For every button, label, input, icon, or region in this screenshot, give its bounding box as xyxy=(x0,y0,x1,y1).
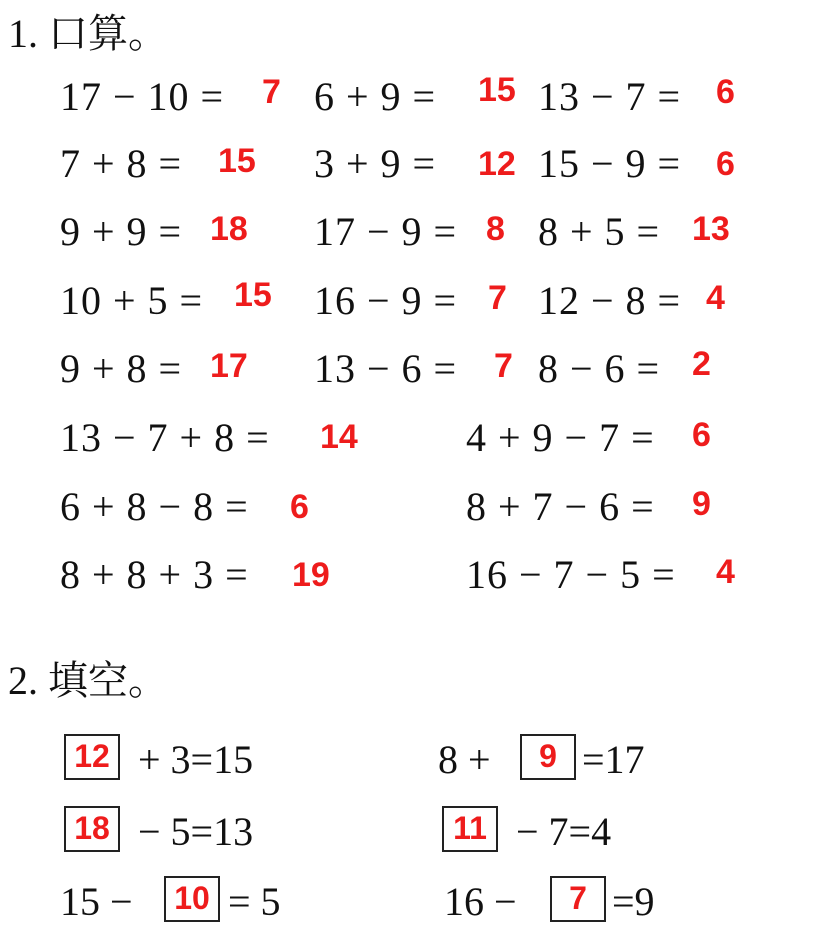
problem-answer: 18 xyxy=(210,210,248,248)
problem-expression: 8 − 6 = xyxy=(538,346,661,391)
answer-box: 12 xyxy=(64,734,120,780)
problem-answer: 15 xyxy=(234,276,272,314)
section-1-title: 1. 口算。 xyxy=(8,11,168,56)
problem-expression: 9 + 9 = xyxy=(60,209,183,254)
problem-answer: 4 xyxy=(706,279,725,317)
answer-box: 9 xyxy=(520,734,576,780)
problem-answer: 2 xyxy=(692,345,711,383)
problem-expression: 15 − 9 = xyxy=(538,141,682,186)
fill-before-text: 16 − xyxy=(444,879,517,924)
fill-after-text: − 7=4 xyxy=(516,809,612,854)
problem-expression: 8 + 7 − 6 = xyxy=(466,484,655,529)
problem-expression: 9 + 8 = xyxy=(60,346,183,391)
fill-before-text: 15 − xyxy=(60,879,133,924)
problem-expression: 3 + 9 = xyxy=(314,141,437,186)
problem-expression: 16 − 7 − 5 = xyxy=(466,552,676,597)
problem-answer: 15 xyxy=(218,142,256,180)
problem-expression: 13 − 7 = xyxy=(538,74,682,119)
problem-answer: 6 xyxy=(692,416,711,454)
problem-answer: 12 xyxy=(478,145,516,183)
fill-after-text: =17 xyxy=(582,737,645,782)
problem-expression: 10 + 5 = xyxy=(60,278,204,323)
problem-expression: 16 − 9 = xyxy=(314,278,458,323)
problem-answer: 7 xyxy=(488,279,507,317)
problem-answer: 6 xyxy=(716,145,735,183)
answer-box: 10 xyxy=(164,876,220,922)
problem-expression: 12 − 8 = xyxy=(538,278,682,323)
problem-expression: 8 + 5 = xyxy=(538,209,661,254)
section-2-title: 2. 填空。 xyxy=(8,658,168,703)
problem-expression: 8 + 8 + 3 = xyxy=(60,552,249,597)
problem-answer: 4 xyxy=(716,553,735,591)
fill-after-text: + 3=15 xyxy=(138,737,254,782)
problem-answer: 14 xyxy=(320,418,358,456)
problem-expression: 17 − 10 = xyxy=(60,74,225,119)
problem-answer: 19 xyxy=(292,556,330,594)
problem-expression: 7 + 8 = xyxy=(60,141,183,186)
fill-after-text: = 5 xyxy=(228,879,281,924)
problem-answer: 6 xyxy=(290,488,309,526)
problem-answer: 15 xyxy=(478,71,516,109)
problem-expression: 17 − 9 = xyxy=(314,209,458,254)
problem-expression: 6 + 9 = xyxy=(314,74,437,119)
problem-expression: 13 − 7 + 8 = xyxy=(60,415,270,460)
problem-answer: 7 xyxy=(262,73,281,111)
problem-answer: 8 xyxy=(486,210,505,248)
fill-after-text: − 5=13 xyxy=(138,809,254,854)
problem-answer: 17 xyxy=(210,347,248,385)
answer-box: 7 xyxy=(550,876,606,922)
problem-expression: 4 + 9 − 7 = xyxy=(466,415,655,460)
problem-answer: 7 xyxy=(494,347,513,385)
fill-before-text: 8 + xyxy=(438,737,491,782)
fill-after-text: =9 xyxy=(612,879,655,924)
problem-answer: 9 xyxy=(692,485,711,523)
answer-box: 11 xyxy=(442,806,498,852)
problem-expression: 13 − 6 = xyxy=(314,346,458,391)
problem-expression: 6 + 8 − 8 = xyxy=(60,484,249,529)
problem-answer: 6 xyxy=(716,73,735,111)
problem-answer: 13 xyxy=(692,210,730,248)
answer-box: 18 xyxy=(64,806,120,852)
